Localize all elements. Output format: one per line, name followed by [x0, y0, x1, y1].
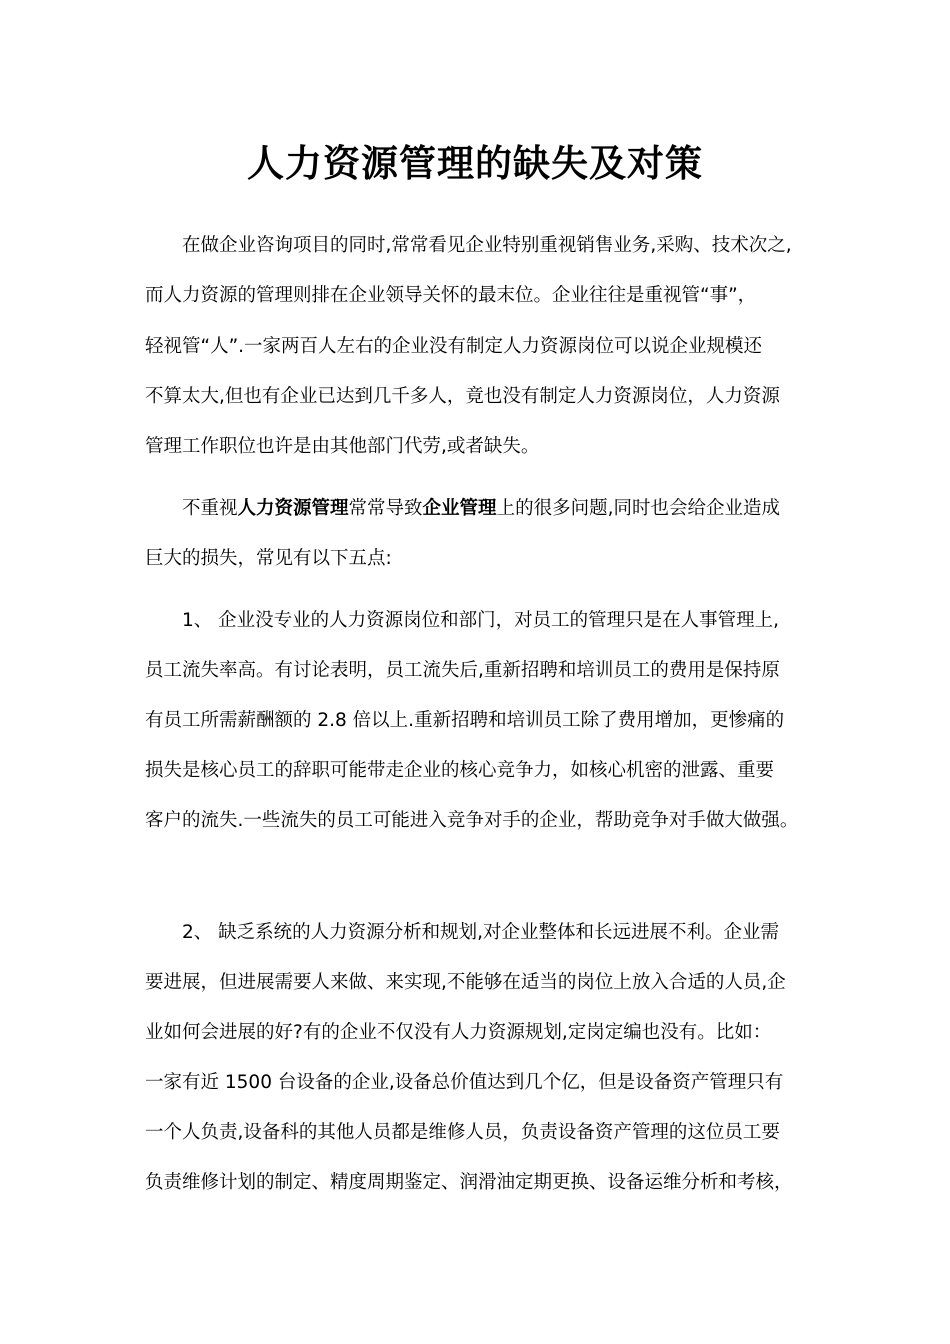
item-2-line-4: 一家有近 1500 台设备的企业,设备总价值达到几个亿，但是设备资产管理只有	[145, 1072, 784, 1093]
item-2-line-2: 要进展，但进展需要人来做、来实现,不能够在适当的岗位上放入合适的人员,企	[145, 972, 786, 993]
item-2-line-3: 业如何会进展的好?有的企业不仅没有人力资源规划,定岗定编也没有。比如：	[145, 1022, 772, 1043]
item-1-line-5: 客户的流失.一些流失的员工可能进入竞争对手的企业，帮助竞争对手做大做强。	[145, 810, 799, 831]
item-2-line-6: 负责维修计划的制定、精度周期鉴定、润滑油定期更换、设备运维分析和考核，	[145, 1172, 793, 1193]
paragraph-2-text-a: 不重视	[182, 498, 238, 519]
document-title: 人力资源管理的缺失及对策	[247, 142, 703, 185]
paragraph-1-line-4: 不算太大,但也有企业已达到几千多人，竟也没有制定人力资源岗位，人力资源	[145, 386, 780, 407]
paragraph-2-bold-enterprise-management: 企业管理	[422, 498, 497, 519]
paragraph-1-line-3: 轻视管“人”.一家两百人左右的企业没有制定人力资源岗位可以说企业规模还	[145, 336, 763, 357]
item-1-line-2: 员工流失率高。有讨论表明，员工流失后,重新招聘和培训员工的费用是保持原	[145, 660, 780, 681]
paragraph-2-line-2: 巨大的损失，常见有以下五点:	[145, 548, 392, 569]
paragraph-1-line-1: 在做企业咨询项目的同时,常常看见企业特别重视销售业务,采购、技术次之,	[182, 235, 792, 256]
item-2-line-5: 一个人负责,设备科的其他人员都是维修人员，负责设备资产管理的这位员工要	[145, 1122, 780, 1143]
item-1-line-3: 有员工所需薪酬额的 2.8 倍以上.重新招聘和培训员工除了费用增加，更惨痛的	[145, 710, 785, 731]
paragraph-1-line-5: 管理工作职位也许是由其他部门代劳,或者缺失。	[145, 436, 540, 457]
item-1-line-1: 1、 企业没专业的人力资源岗位和部门，对员工的管理只是在人事管理上,	[182, 610, 780, 631]
paragraph-2-bold-hr-management: 人力资源管理	[237, 498, 349, 519]
paragraph-1-line-2: 而人力资源的管理则排在企业领导关怀的最末位。企业往往是重视管“事”，	[145, 285, 757, 306]
paragraph-2-text-c: 常常导致	[348, 498, 423, 519]
item-1-line-4: 损失是核心员工的辞职可能带走企业的核心竞争力，如核心机密的泄露、重要	[145, 760, 775, 781]
item-2-line-1: 2、 缺乏系统的人力资源分析和规划,对企业整体和长远进展不利。企业需	[182, 922, 780, 943]
paragraph-2-text-e: 上的很多问题,同时也会给企业造成	[496, 498, 780, 519]
paragraph-2-line-1	[182, 494, 815, 524]
